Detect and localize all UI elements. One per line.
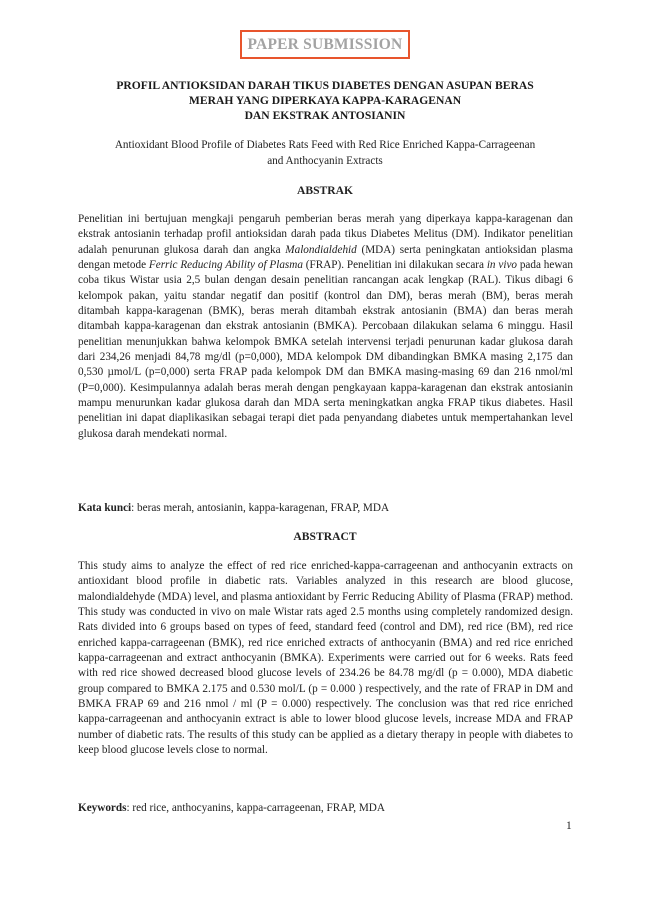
keywords — [78, 801, 573, 816]
paper-submission-badge: PAPER SUBMISSION — [240, 30, 411, 59]
abstrak-body: Penelitian ini bertujuan mengkaji pengaruh pemberian beras merah yang diperkaya kappa-karagenan dan ekstrak antosianin terhadap profil antioksidan darah pada tikus Diabetes Melitus (DM). Indikator penelitian adalah penurunan glukosa darah dan angka Malondialdehid (MDA) serta peningkatan antioksidan plasma dengan metode Ferric Reducing Ability of Plasma (FRAP). Penelitian ini dilakukan secara in vivo pada hewan coba tikus Wistar usia 2,5 bulan dengan desain penelitian rancangan acak lengkap (RAL). Tikus dibagi 6 kelompok pakan, yaitu standar negatif dan positif (kontrol dan DM), beras merah (BM), beras merah ditambah kappa-karagenan (BMK), beras merah ditambah ekstrak antosianin (BMA) dan beras merah ditambah kappa-karagenan dan ekstrak antosianin (BMKA). Percobaan dilakukan selama 6 minggu. Hasil penelitian menunjukkan bahwa kelompok BMKA setelah intervensi terjadi penurunan kadar glukosa darah dari 234,26 menjadi 84,78 mg/dl (p=0,000), MDA kelompok DM dibandingkan BMKA masing 2,175 dan 0,530 µmol/L (p=0,000) serta FRAP pada kelompok DM dan BMKA masing-masing 69 dan 216 nmol/ml (P=0,000). Kesimpulannya adalah beras merah dengan pengkayaan kappa-karagenan dan ekstrak antosianin mampu menurunkan kadar glukosa darah dan MDA serta meningkatkan angka FRAP tikus diabetes. Hasil penelitian ini dapat diaplikasikan sebagai terapi diet pada penyandang diabetes untuk mempertahankan level glukosa darah mendekati normal. — [78, 213, 573, 440]
subtitle-line: Antioxidant Blood Profile of Diabetes Rats Feed with Red Rice Enriched Kappa-Carrageenan — [114, 139, 536, 151]
kata-kunci — [78, 501, 573, 516]
abstrak-heading: ABSTRAK — [296, 184, 354, 197]
english-title — [70, 138, 580, 169]
subtitle-line: and Anthocyanin Extracts — [267, 154, 383, 167]
italic-term: Ferric Reducing Ability of Plasma — [148, 259, 303, 272]
abstract-heading: ABSTRACT — [293, 530, 357, 543]
page-number: 1 — [566, 820, 572, 832]
keywords-text: : red rice, anthocyanins, kappa-carrageenan, FRAP, MDA — [126, 802, 385, 814]
keywords-label: Keywords — [78, 802, 127, 814]
title-line: DAN EKSTRAK ANTOSIANIN — [244, 109, 406, 122]
kata-kunci-text: : beras merah, antosianin, kappa-karagenan, FRAP, MDA — [131, 502, 390, 514]
paper-title — [70, 78, 580, 123]
italic-term: in vivo — [486, 259, 517, 272]
badge-container — [0, 30, 650, 59]
title-line: PROFIL ANTIOKSIDAN DARAH TIKUS DIABETES DENGAN ASUPAN BERAS — [116, 79, 534, 92]
abstract-body: This study aims to analyze the effect of red rice enriched-kappa-carrageenan and anthocyanin extracts on antioxidant blood profile in diabetic rats. Variables analyzed in this research are blood glucose, malondialdehyde (MDA) level, and plasma antioxidant by Ferric Reducing Ability of Plasma (FRAP) method. This study was conducted in vivo on male Wistar rats aged 2.5 months using completely randomized design. Rats divided into 6 groups based on types of feed, standard feed (control and DM), red rice (BM), red rice enriched kappa-carrageenan (BMK), red rice enriched extracts of anthocyanin (BMA) and red rice enriched kappa-carrageenan and extract anthocyanin (BMKA). Experiments were carried out for 6 weeks. Rats feed with red rice showed decreased blood glucose levels of 234.26 be 84.78 mg/dl (p = 0.000), MDA diabetic group compared to BMKA 2.175 and 0.530 mol/L (p = 0.000 ) respectively, and the rate of FRAP in DM and BMKA FRAP 69 and 216 nmol / ml (P = 0.000) respectively. The conclusion was that red rice enriched kappa-carrageenan and anthocyanin extract is able to lower blood glucose levels, increase MDA and FRAP number of diabetic rats. The results of this study can be applied as a dietary therapy in people with diabetes to keep blood glucose levels close to normal. — [78, 560, 573, 757]
italic-term: Malondialdehid — [285, 243, 357, 256]
title-line: MERAH YANG DIPERKAYA KAPPA-KARAGENAN — [188, 94, 462, 107]
kata-kunci-label: Kata kunci — [78, 502, 132, 514]
